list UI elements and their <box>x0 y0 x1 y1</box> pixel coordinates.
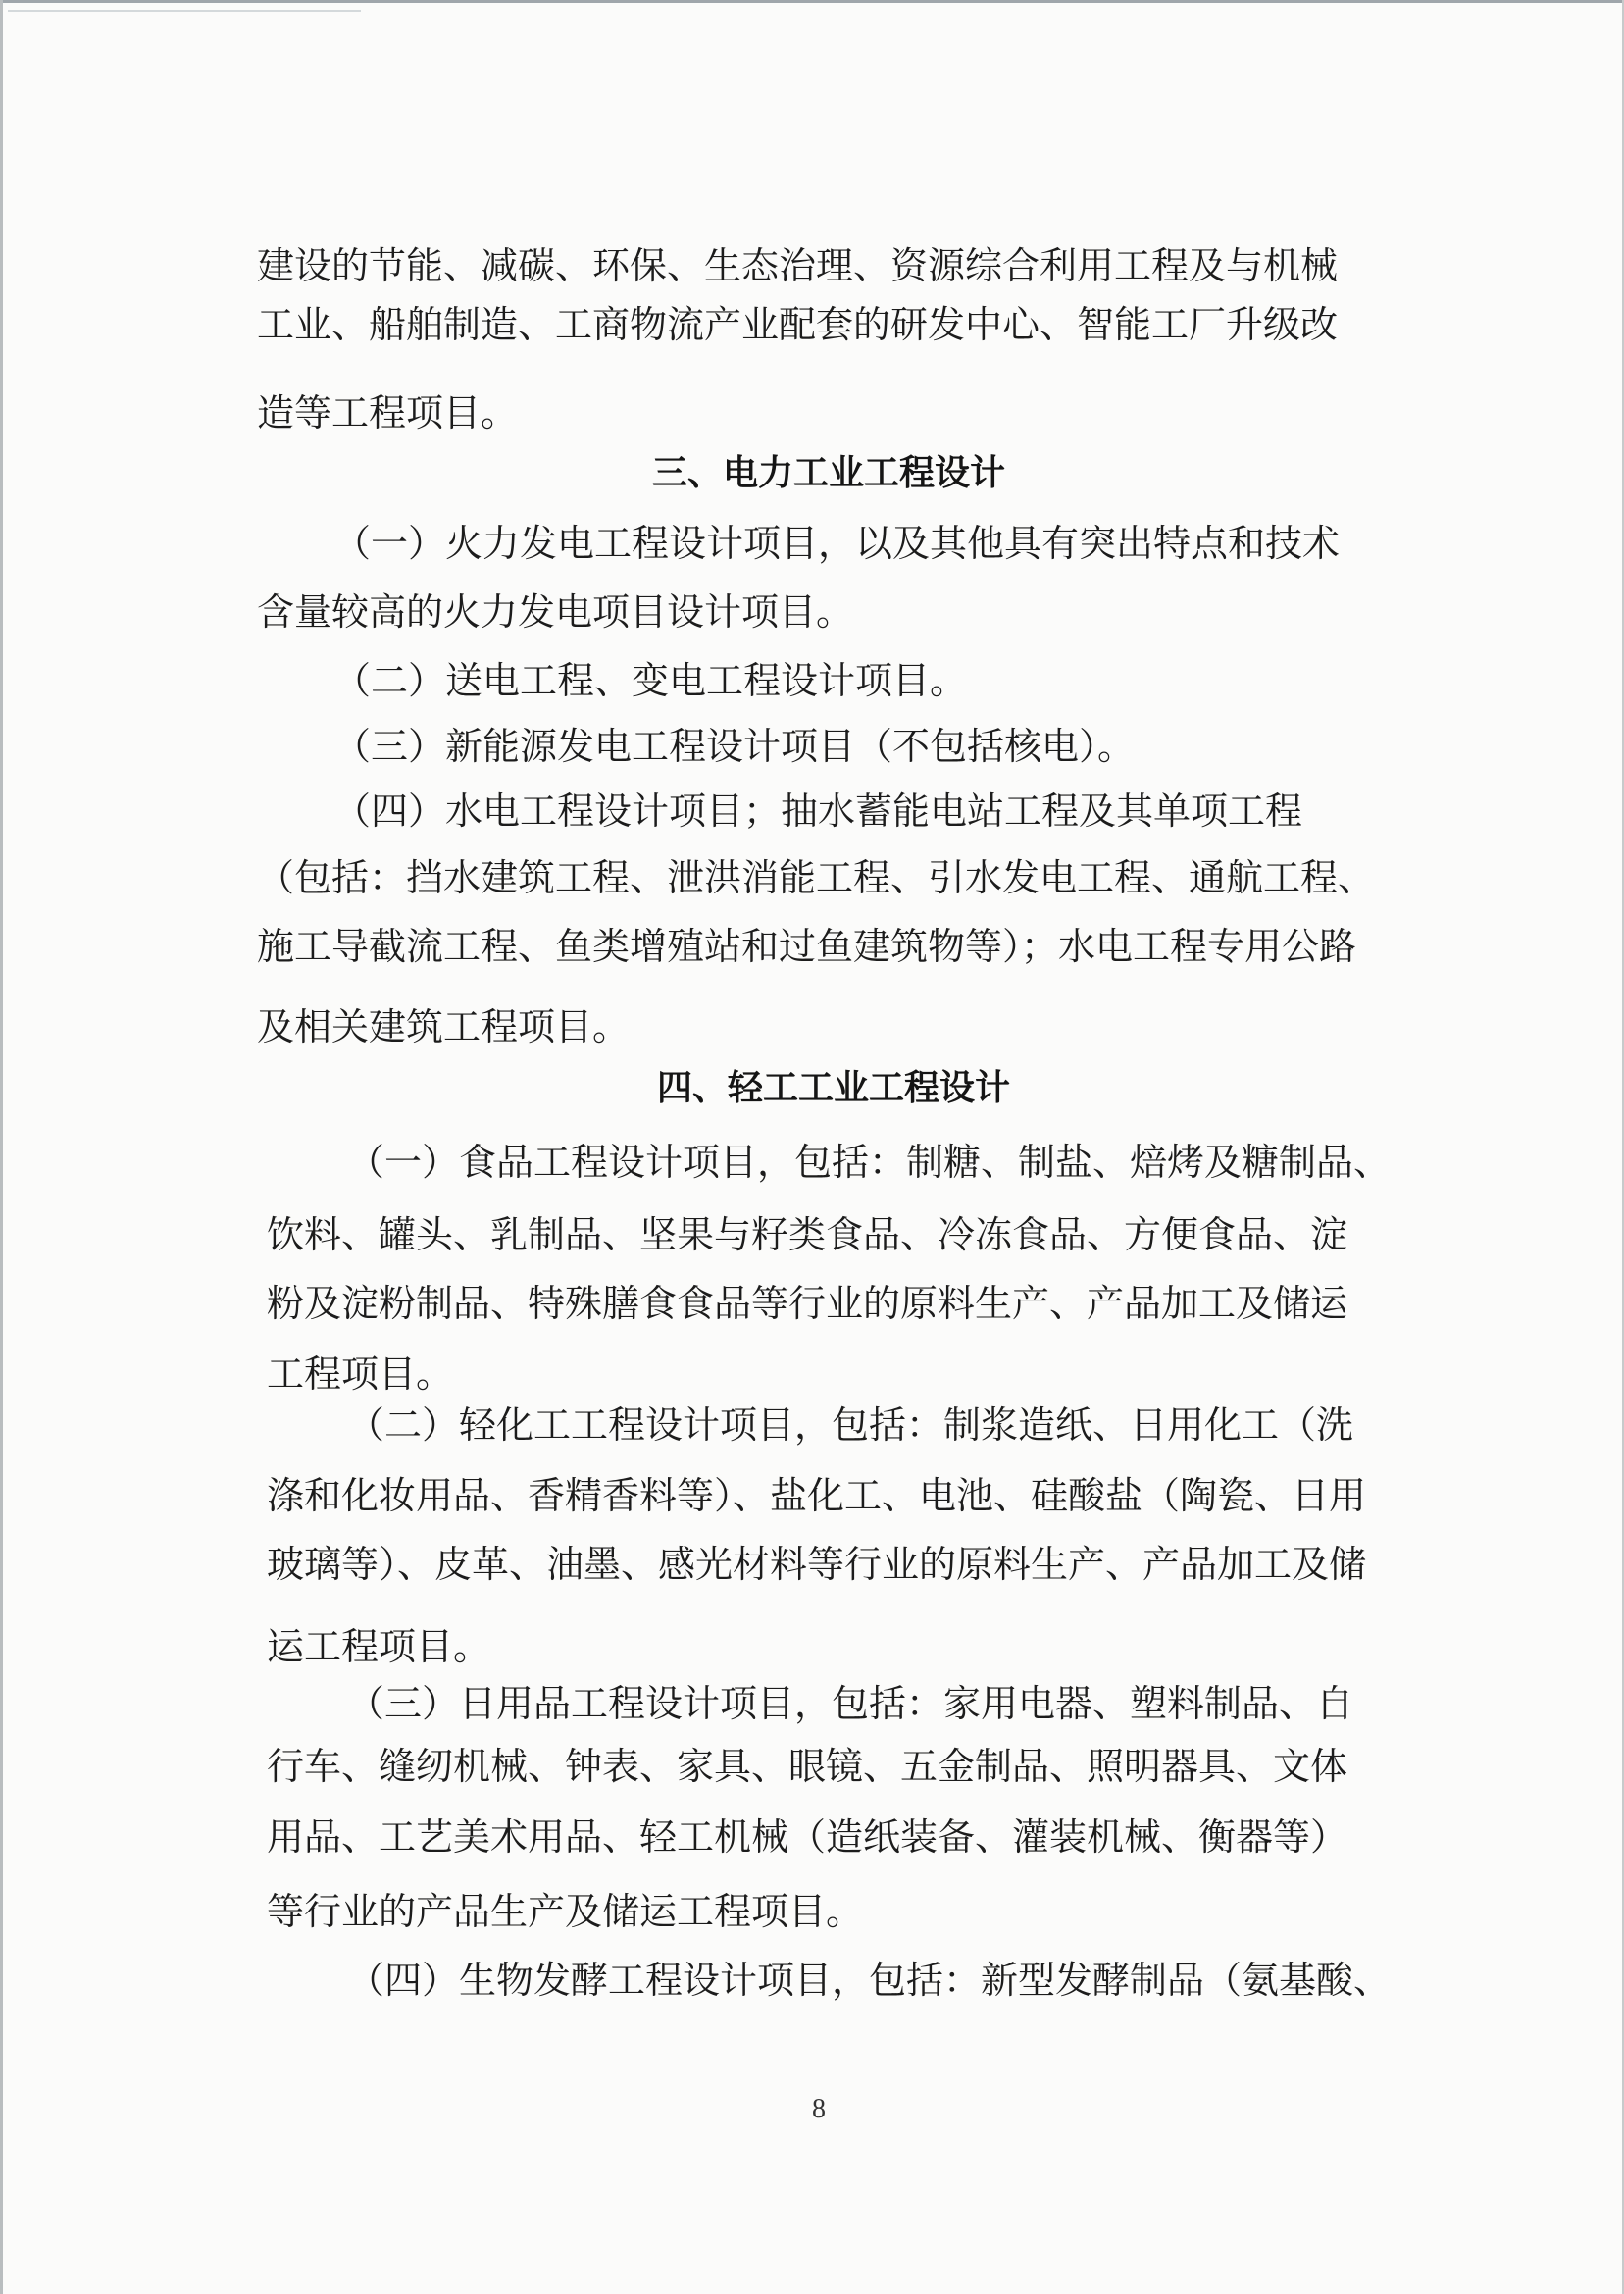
section-3-item-4-line-2: （包括：挡水建筑工程、泄洪消能工程、引水发电工程、通航工程、 <box>257 856 1376 899</box>
section-4-item-1-line-4: 工程项目。 <box>267 1352 454 1396</box>
section-4-item-4-line-1: （四）生物发酵工程设计项目，包括：新型发酵制品（氨基酸、 <box>347 1959 1392 2002</box>
scan-border-top <box>0 0 1624 3</box>
paragraph-1-line-1: 建设的节能、减碳、环保、生态治理、资源综合利用工程及与机械 <box>257 244 1339 287</box>
paragraph-1-line-2: 工业、船舶制造、工商物流产业配套的研发中心、智能工厂升级改 <box>257 303 1339 346</box>
section-3-heading: 三、电力工业工程设计 <box>652 453 1006 493</box>
section-4-item-2-line-1: （二）轻化工工程设计项目，包括：制浆造纸、日用化工（洗 <box>347 1403 1354 1447</box>
section-4-item-3-line-3: 用品、工艺美术用品、轻工机械（造纸装备、灌装机械、衡器等） <box>267 1815 1348 1859</box>
section-3-item-4-line-4: 及相关建筑工程项目。 <box>257 1005 631 1048</box>
section-3-item-1-line-2: 含量较高的火力发电项目设计项目。 <box>257 590 854 634</box>
section-4-heading: 四、轻工工业工程设计 <box>657 1068 1011 1108</box>
section-3-item-3: （三）新能源发电工程设计项目（不包括核电）。 <box>333 725 1136 768</box>
section-3-item-4-line-1: （四）水电工程设计项目；抽水蓄能电站工程及其单项工程 <box>333 790 1303 833</box>
section-4-item-3-line-2: 行车、缝纫机械、钟表、家具、眼镜、五金制品、照明器具、文体 <box>267 1745 1348 1788</box>
scan-border-left <box>0 0 3 2294</box>
section-4-item-3-line-4: 等行业的产品生产及储运工程项目。 <box>267 1890 864 1933</box>
section-3-item-4-line-3: 施工导截流工程、鱼类增殖站和过鱼建筑物等）；水电工程专用公路 <box>257 925 1357 968</box>
section-3-item-1-line-1: （一）火力发电工程设计项目，以及其他具有突出特点和技术 <box>333 522 1341 565</box>
scan-artifact-mark <box>8 10 361 12</box>
section-4-item-2-line-4: 运工程项目。 <box>267 1625 491 1668</box>
section-4-item-1-line-2: 饮料、罐头、乳制品、坚果与籽类食品、冷冻食品、方便食品、淀 <box>267 1213 1348 1256</box>
page-number: 8 <box>812 2094 826 2124</box>
section-4-item-3-line-1: （三）日用品工程设计项目，包括：家用电器、塑料制品、自 <box>347 1682 1354 1725</box>
section-4-item-2-line-2: 涤和化妆用品、香精香料等）、盐化工、电池、硅酸盐（陶瓷、日用 <box>267 1474 1367 1517</box>
section-4-item-1-line-3: 粉及淀粉制品、特殊膳食食品等行业的原料生产、产品加工及储运 <box>267 1282 1348 1325</box>
section-4-item-1-line-1: （一）食品工程设计项目，包括：制糖、制盐、焙烤及糖制品、 <box>347 1141 1392 1184</box>
section-4-item-2-line-3: 玻璃等）、皮革、油墨、感光材料等行业的原料生产、产品加工及储 <box>267 1543 1367 1586</box>
section-3-item-2: （二）送电工程、变电工程设计项目。 <box>333 659 968 702</box>
paragraph-1-line-3: 造等工程项目。 <box>257 391 519 434</box>
